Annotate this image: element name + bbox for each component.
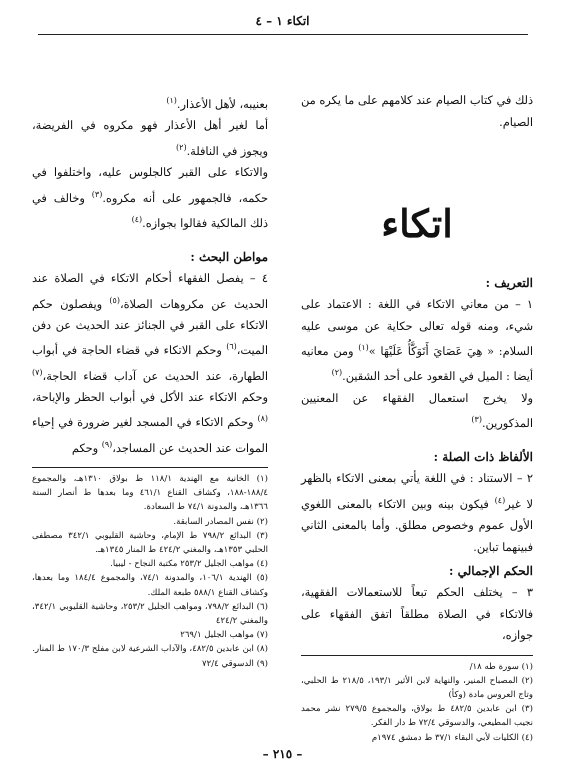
definition-heading: التعريف : bbox=[485, 276, 533, 290]
intro-paragraph: ذلك في كتاب الصيام عند كلامهم على ما يكره من الصيام. bbox=[301, 94, 533, 129]
footnote: (٣) البدائع ٧٩٨/٢ ط الإمام، وحاشية القليوبي ٣٤٢/١ مصطفى الحلبي ١٣٥٣هـ، والمغني ٤٢٤/٢ ط المنار ١٣٤٥هـ. bbox=[32, 530, 268, 555]
footnote-ref: (٣) bbox=[91, 189, 103, 199]
body-text: والاتكاء على القبر كالجلوس عليه، واختلفوا في حكمه، فالجمهور على أنه مكروه. bbox=[32, 166, 268, 205]
footnote: (٨) ابن عابدين ٤٨٢/٥، والآداب الشرعية لابن مفلح ١٧٠/٣ ط المنار. bbox=[32, 644, 268, 655]
footnote-ref: (٤) bbox=[494, 495, 506, 505]
body-text: وحكم الاتكاء عند الأكل في أبواب الحظر والإباحة، bbox=[32, 390, 268, 404]
footnote-ref: (٢) bbox=[176, 142, 187, 152]
footnote-ref: (٣) bbox=[471, 415, 482, 425]
ruling-paragraph: ٣ – يختلف الحكم تبعاً للاستعمالات الفقهية، فالاتكاء في الصلاة مطلقاً اتفق الفقهاء على جوازه، bbox=[301, 586, 533, 643]
footnote-ref: (٨) bbox=[257, 414, 269, 424]
footnote-ref: (١) bbox=[166, 96, 177, 105]
places-heading: مواطن البحث : bbox=[190, 250, 268, 265]
body-text: وحكم bbox=[71, 441, 99, 455]
left-column bbox=[32, 90, 268, 671]
footnote: (٣) ابن عابدين ٤٨٢/٥ ط بولاق، والمجموع ٢٧٩/٥ نشر محمد نجيب المطيعي، والدسوقي ٧٢/٤ ط دار الفكر. bbox=[301, 704, 533, 729]
footnote-ref: (٢) bbox=[331, 368, 343, 378]
definition-paragraph-1 bbox=[301, 294, 533, 388]
left-paragraph-1 bbox=[32, 90, 268, 115]
footnote: (٧) مواهب الجليل ٢٦٩/١ bbox=[180, 630, 268, 641]
right-column bbox=[301, 90, 533, 745]
footnote: (٢) المصباح المنير، والنهاية لابن الأثير ١٩٣/١، ٢١٨/٥ ط الحلبي، وتاج العروس مادة (وكأ) bbox=[301, 675, 533, 700]
body-text: وحكم الاتكاء في قضاء الحاجة في أبواب الطهارة، عند الحديث عن آداب قضاء الحاجة، bbox=[32, 344, 268, 383]
left-footnotes bbox=[32, 467, 268, 671]
body-text: وحكم الاتكاء في المسجد لغير ضرورة في إحياء الموات عند الحديث عن المساجد، bbox=[32, 416, 268, 455]
footnote: (٤) مواهب الجليل ٢٥٣/٢ مكتبة النجاح - ليبيا. bbox=[110, 559, 268, 570]
body-text: ٤ – يفصل الفقهاء أحكام الاتكاء في الصلاة عند الحديث عن مكروهات الصلاة، bbox=[32, 272, 268, 311]
footnote: (١) الخانية مع الهندية ١١٨/١ ط بولاق ١٣١٠هـ، والمجموع ١٨٨/٤-١٨٨، وكشاف القناع ٤٦١/١ وما بعدها ط أنصار السنة ١٣٦٦هـ، والمدونة ٧٤/١ ط السعادة. bbox=[32, 473, 269, 513]
footnote: (٤) الكليات لأبي البقاء ٣٧/١ ط دمشق ١٩٧٤م bbox=[371, 732, 533, 743]
body-text: وخالف في ذلك المالكية فقالوا بجوازه. bbox=[32, 191, 268, 230]
related-text: ٢ – الاستناد : في اللغة يأتي بمعنى الاتكاء بالظهر لا غير bbox=[301, 472, 534, 511]
footnote: (٢) نفس المصادر السابقة. bbox=[173, 516, 268, 527]
body-text: بعنيبه، لأهل الأعذار. bbox=[176, 97, 268, 111]
footnote: (٥) الهندية ١٠٦/١، والمدونة ٧٤/١، والمجموع ١٨٤/٤ وما بعدها، وكشاف القناع ٥٨٨/١ طبعة الملك. bbox=[32, 573, 269, 598]
header-rule bbox=[38, 34, 528, 35]
definition-text-b: ومن معانيه أيضا : الميل في القعود على أحد الشقين. bbox=[301, 344, 533, 384]
footnote-ref: (١) bbox=[358, 343, 369, 352]
left-paragraph-3 bbox=[32, 162, 268, 234]
definition-text-2: ولا يخرج استعمال الفقهاء عن المعنيين المذكورين. bbox=[301, 391, 533, 430]
footnote: (١) سورة طه ١٨/ bbox=[469, 661, 533, 672]
footnote-ref: (٦) bbox=[226, 342, 237, 352]
body-text: ويفصلون حكم الاتكاء على القبر في الجنائز عند الحديث عن دفن الميت، bbox=[32, 297, 269, 358]
body-text: أما لغير أهل الأعذار فهو مكروه في الفريضة، ويجوز في النافلة. bbox=[32, 119, 268, 158]
related-text-b: فيكون بينه وبين الاتكاء بالمعنى اللغوي الأول عموم وخصوص مطلق. وأما بالمعنى الثاني فبينهما تباين. bbox=[301, 497, 533, 554]
running-header: اتكاء ١ – ٤ bbox=[255, 14, 310, 28]
related-heading: الألفاظ ذات الصلة : bbox=[433, 450, 533, 465]
related-paragraph bbox=[301, 468, 533, 558]
footnote-ref: (٤) bbox=[131, 214, 143, 224]
page-number: – ٢١٥ – bbox=[262, 747, 303, 761]
definition-text: ١ – من معاني الاتكاء في اللغة : الاعتماد على شيء، ومنه قوله تعالى حكاية عن موسى عليه السلام: « هِيَ عَصَايَ أَتَوَكَّأُ عَلَيْهَا » bbox=[301, 298, 533, 358]
entry-title: اتكاء bbox=[381, 201, 453, 246]
definition-paragraph-2 bbox=[301, 388, 533, 435]
footnote-ref: (٩) bbox=[101, 439, 113, 449]
footnote: (٦) البدائع ٧٩٨/٢، ومواهب الجليل ٢٥٣/٢، وحاشية القليوبي ٣٤٢/١، والمغني ٤٢٤/٢ bbox=[32, 601, 268, 626]
left-paragraph-2 bbox=[32, 115, 268, 162]
right-footnotes bbox=[301, 655, 533, 745]
footnote: (٩) الدسوقي ٧٢/٤ bbox=[202, 658, 268, 669]
footnote-ref: (٧) bbox=[32, 367, 43, 377]
footnote-ref: (٥) bbox=[109, 295, 120, 305]
ruling-heading: الحكم الإجمالي : bbox=[449, 564, 533, 579]
places-paragraph bbox=[32, 268, 268, 459]
